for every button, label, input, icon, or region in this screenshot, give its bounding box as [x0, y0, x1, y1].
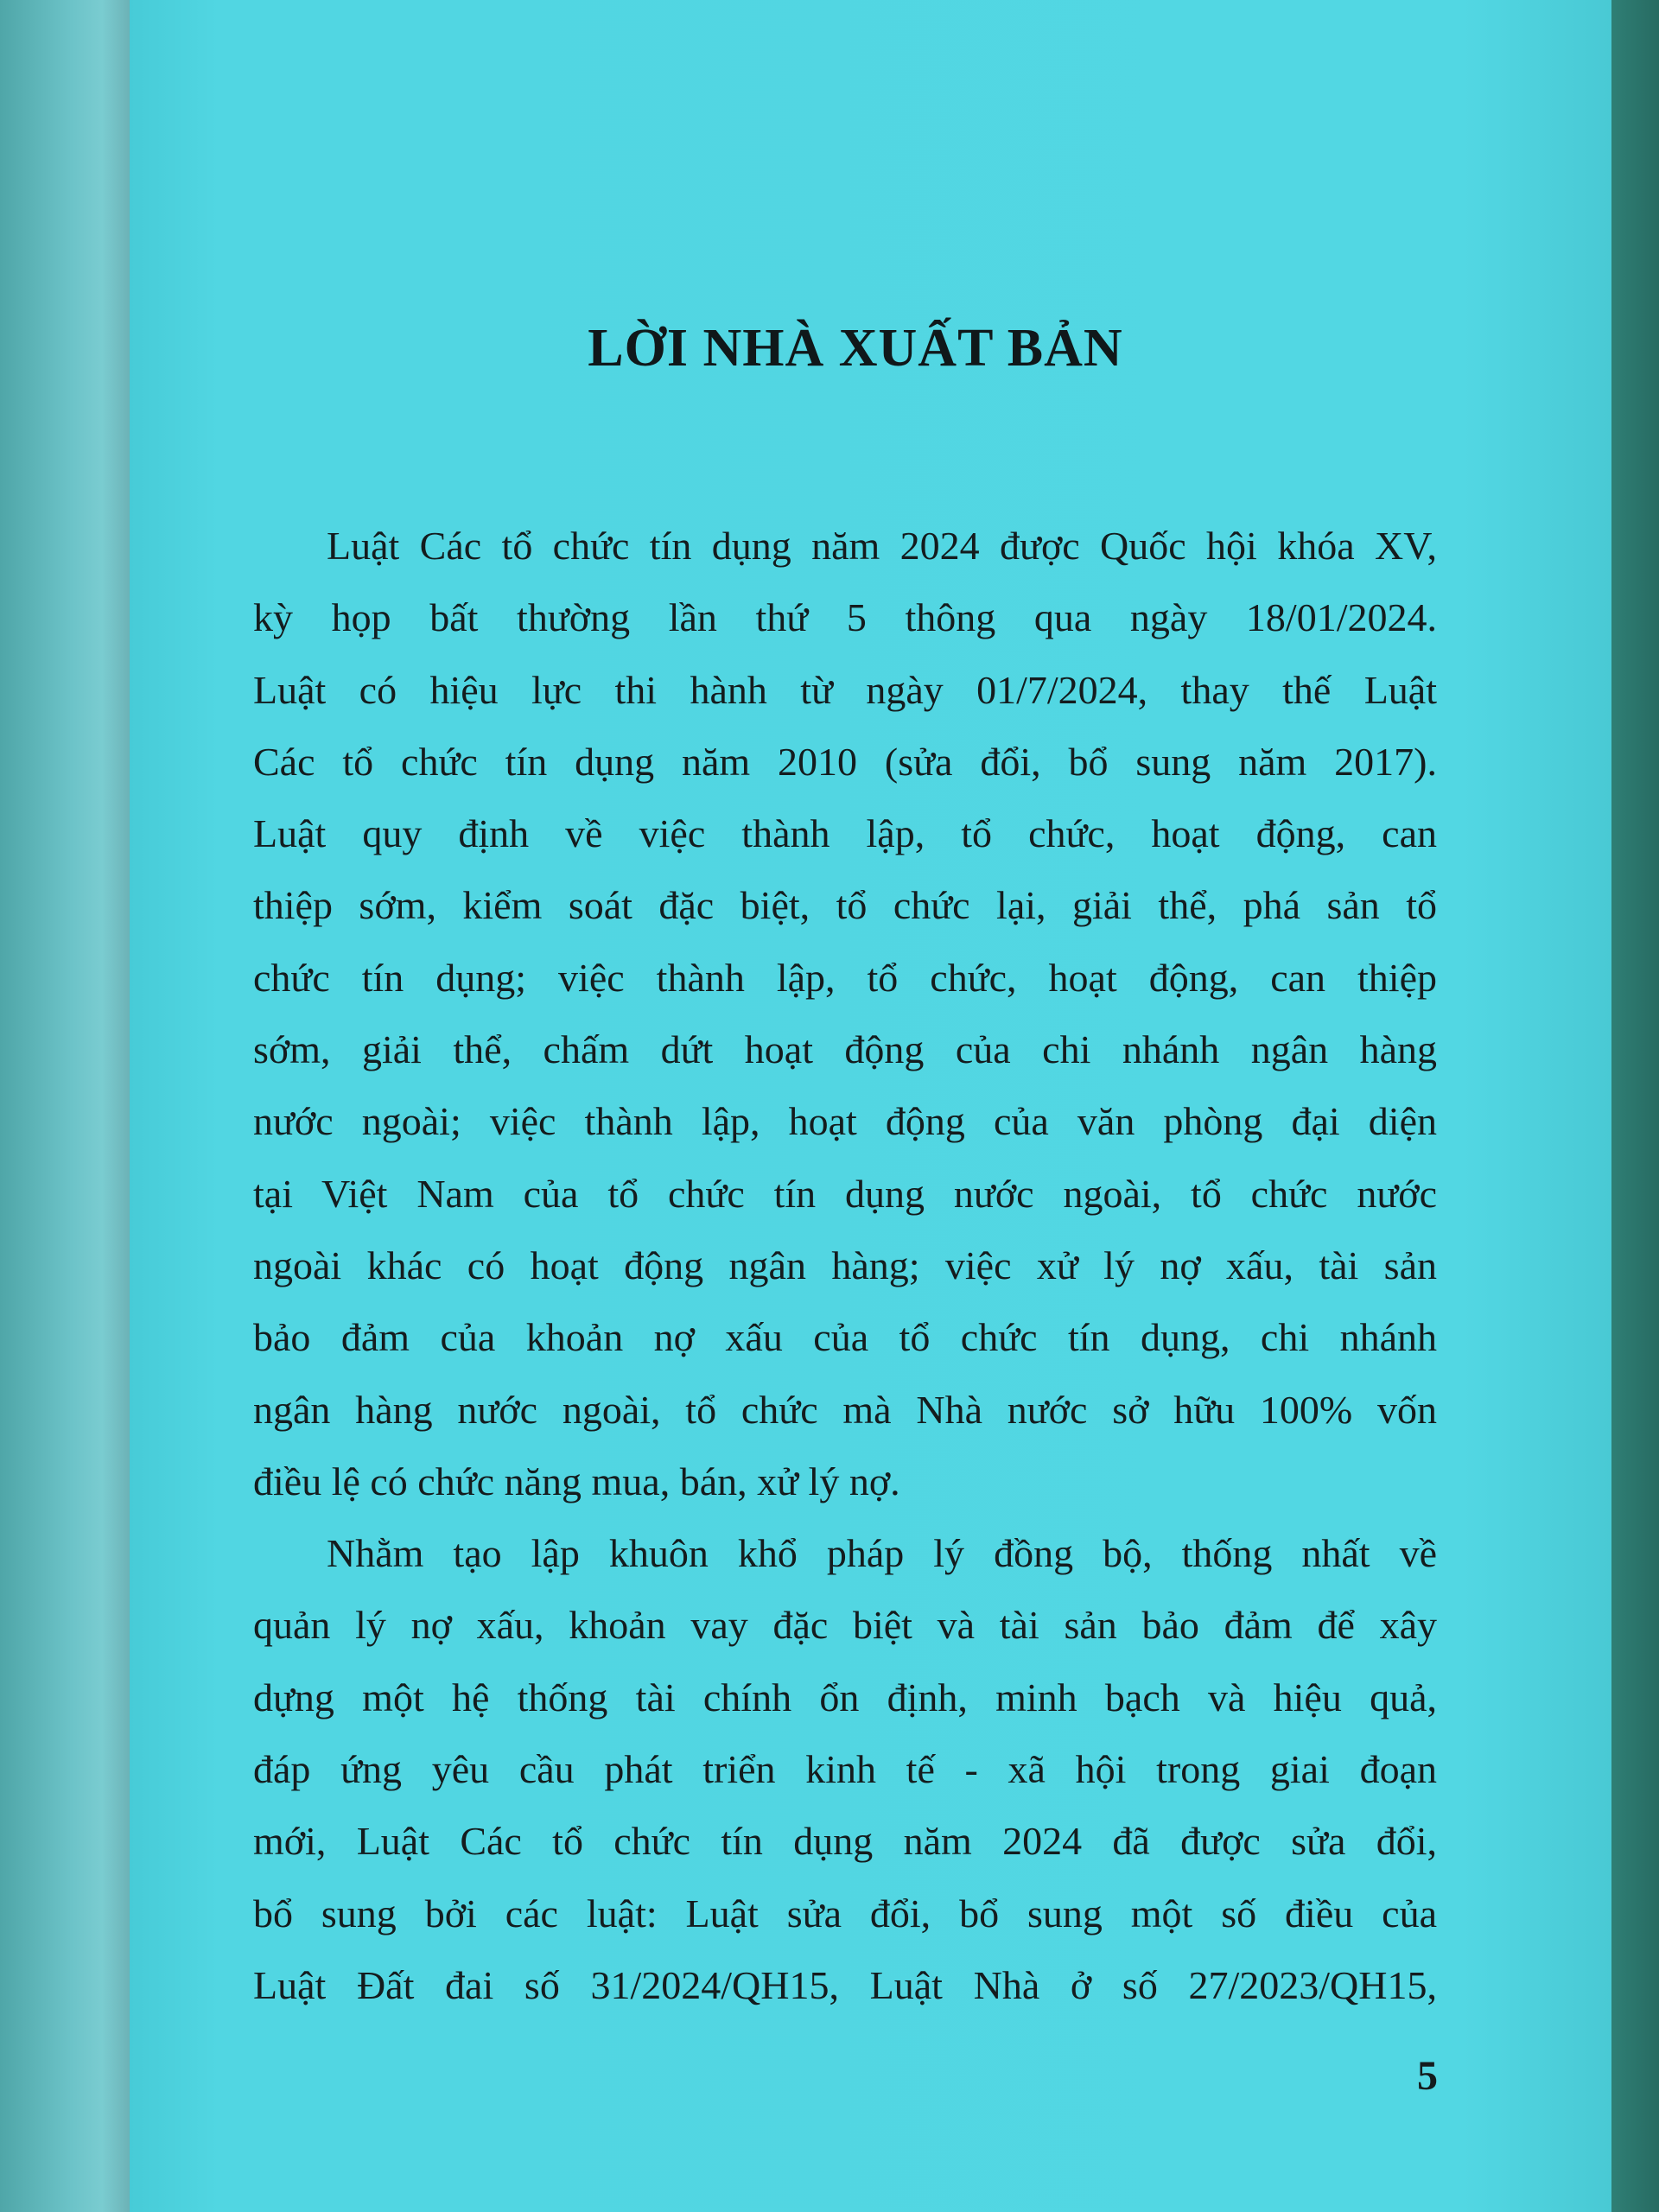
text-line: đáp ứng yêu cầu phát triển kinh tế - xã hội trong giai đoạn: [253, 1747, 1437, 1792]
paragraph-2: [180, 1517, 1437, 2021]
text-line: Nhằm tạo lập khuôn khổ pháp lý đồng bộ, thống nhất về: [327, 1531, 1437, 1576]
text-line: tại Việt Nam của tổ chức tín dụng nước ngoài, tổ chức nước: [253, 1171, 1437, 1216]
text-line: Luật Đất đai số 31/2024/QH15, Luật Nhà ở số 27/2023/QH15,: [253, 1962, 1437, 2007]
text-line: ngân hàng nước ngoài, tổ chức mà Nhà nước sở hữu 100% vốn: [253, 1387, 1437, 1432]
text-line: chức tín dụng; việc thành lập, tổ chức, hoạt động, can thiệp: [253, 955, 1437, 1000]
page-number: 5: [1417, 2053, 1438, 2099]
paragraph-1: [180, 510, 1437, 1517]
text-line: bảo đảm của khoản nợ xấu của tổ chức tín dụng, chi nhánh: [253, 1315, 1437, 1360]
text-line: Luật quy định về việc thành lập, tổ chức, hoạt động, can: [253, 811, 1437, 856]
text-line: nước ngoài; việc thành lập, hoạt động của văn phòng đại diện: [253, 1099, 1437, 1144]
page-title: LỜI NHÀ XUẤT BẢN: [588, 319, 1123, 378]
text-line: sớm, giải thể, chấm dứt hoạt động của chi nhánh ngân hàng: [253, 1027, 1437, 1072]
text-line: Các tổ chức tín dụng năm 2010 (sửa đổi, bổ sung năm 2017).: [253, 739, 1437, 784]
text-line: ngoài khác có hoạt động ngân hàng; việc xử lý nợ xấu, tài sản: [253, 1243, 1437, 1287]
text-line: bổ sung bởi các luật: Luật sửa đổi, bổ sung một số điều của: [253, 1891, 1437, 1936]
text-line: quản lý nợ xấu, khoản vay đặc biệt và tài sản bảo đảm để xây: [253, 1603, 1437, 1648]
page-body: [180, 510, 1437, 2021]
text-line: thiệp sớm, kiểm soát đặc biệt, tổ chức lại, giải thể, phá sản tổ: [253, 883, 1437, 928]
text-line: Luật Các tổ chức tín dụng năm 2024 được Quốc hội khóa XV,: [327, 524, 1437, 568]
text-line: Luật có hiệu lực thi hành từ ngày 01/7/2024, thay thế Luật: [253, 667, 1437, 712]
text-line: mới, Luật Các tổ chức tín dụng năm 2024 đã được sửa đổi,: [253, 1819, 1437, 1864]
text-line: điều lệ có chức năng mua, bán, xử lý nợ.: [253, 1459, 900, 1503]
text-line: kỳ họp bất thường lần thứ 5 thông qua ngày 18/01/2024.: [253, 595, 1437, 640]
text-line: dựng một hệ thống tài chính ổn định, minh bạch và hiệu quả,: [253, 1675, 1437, 1719]
